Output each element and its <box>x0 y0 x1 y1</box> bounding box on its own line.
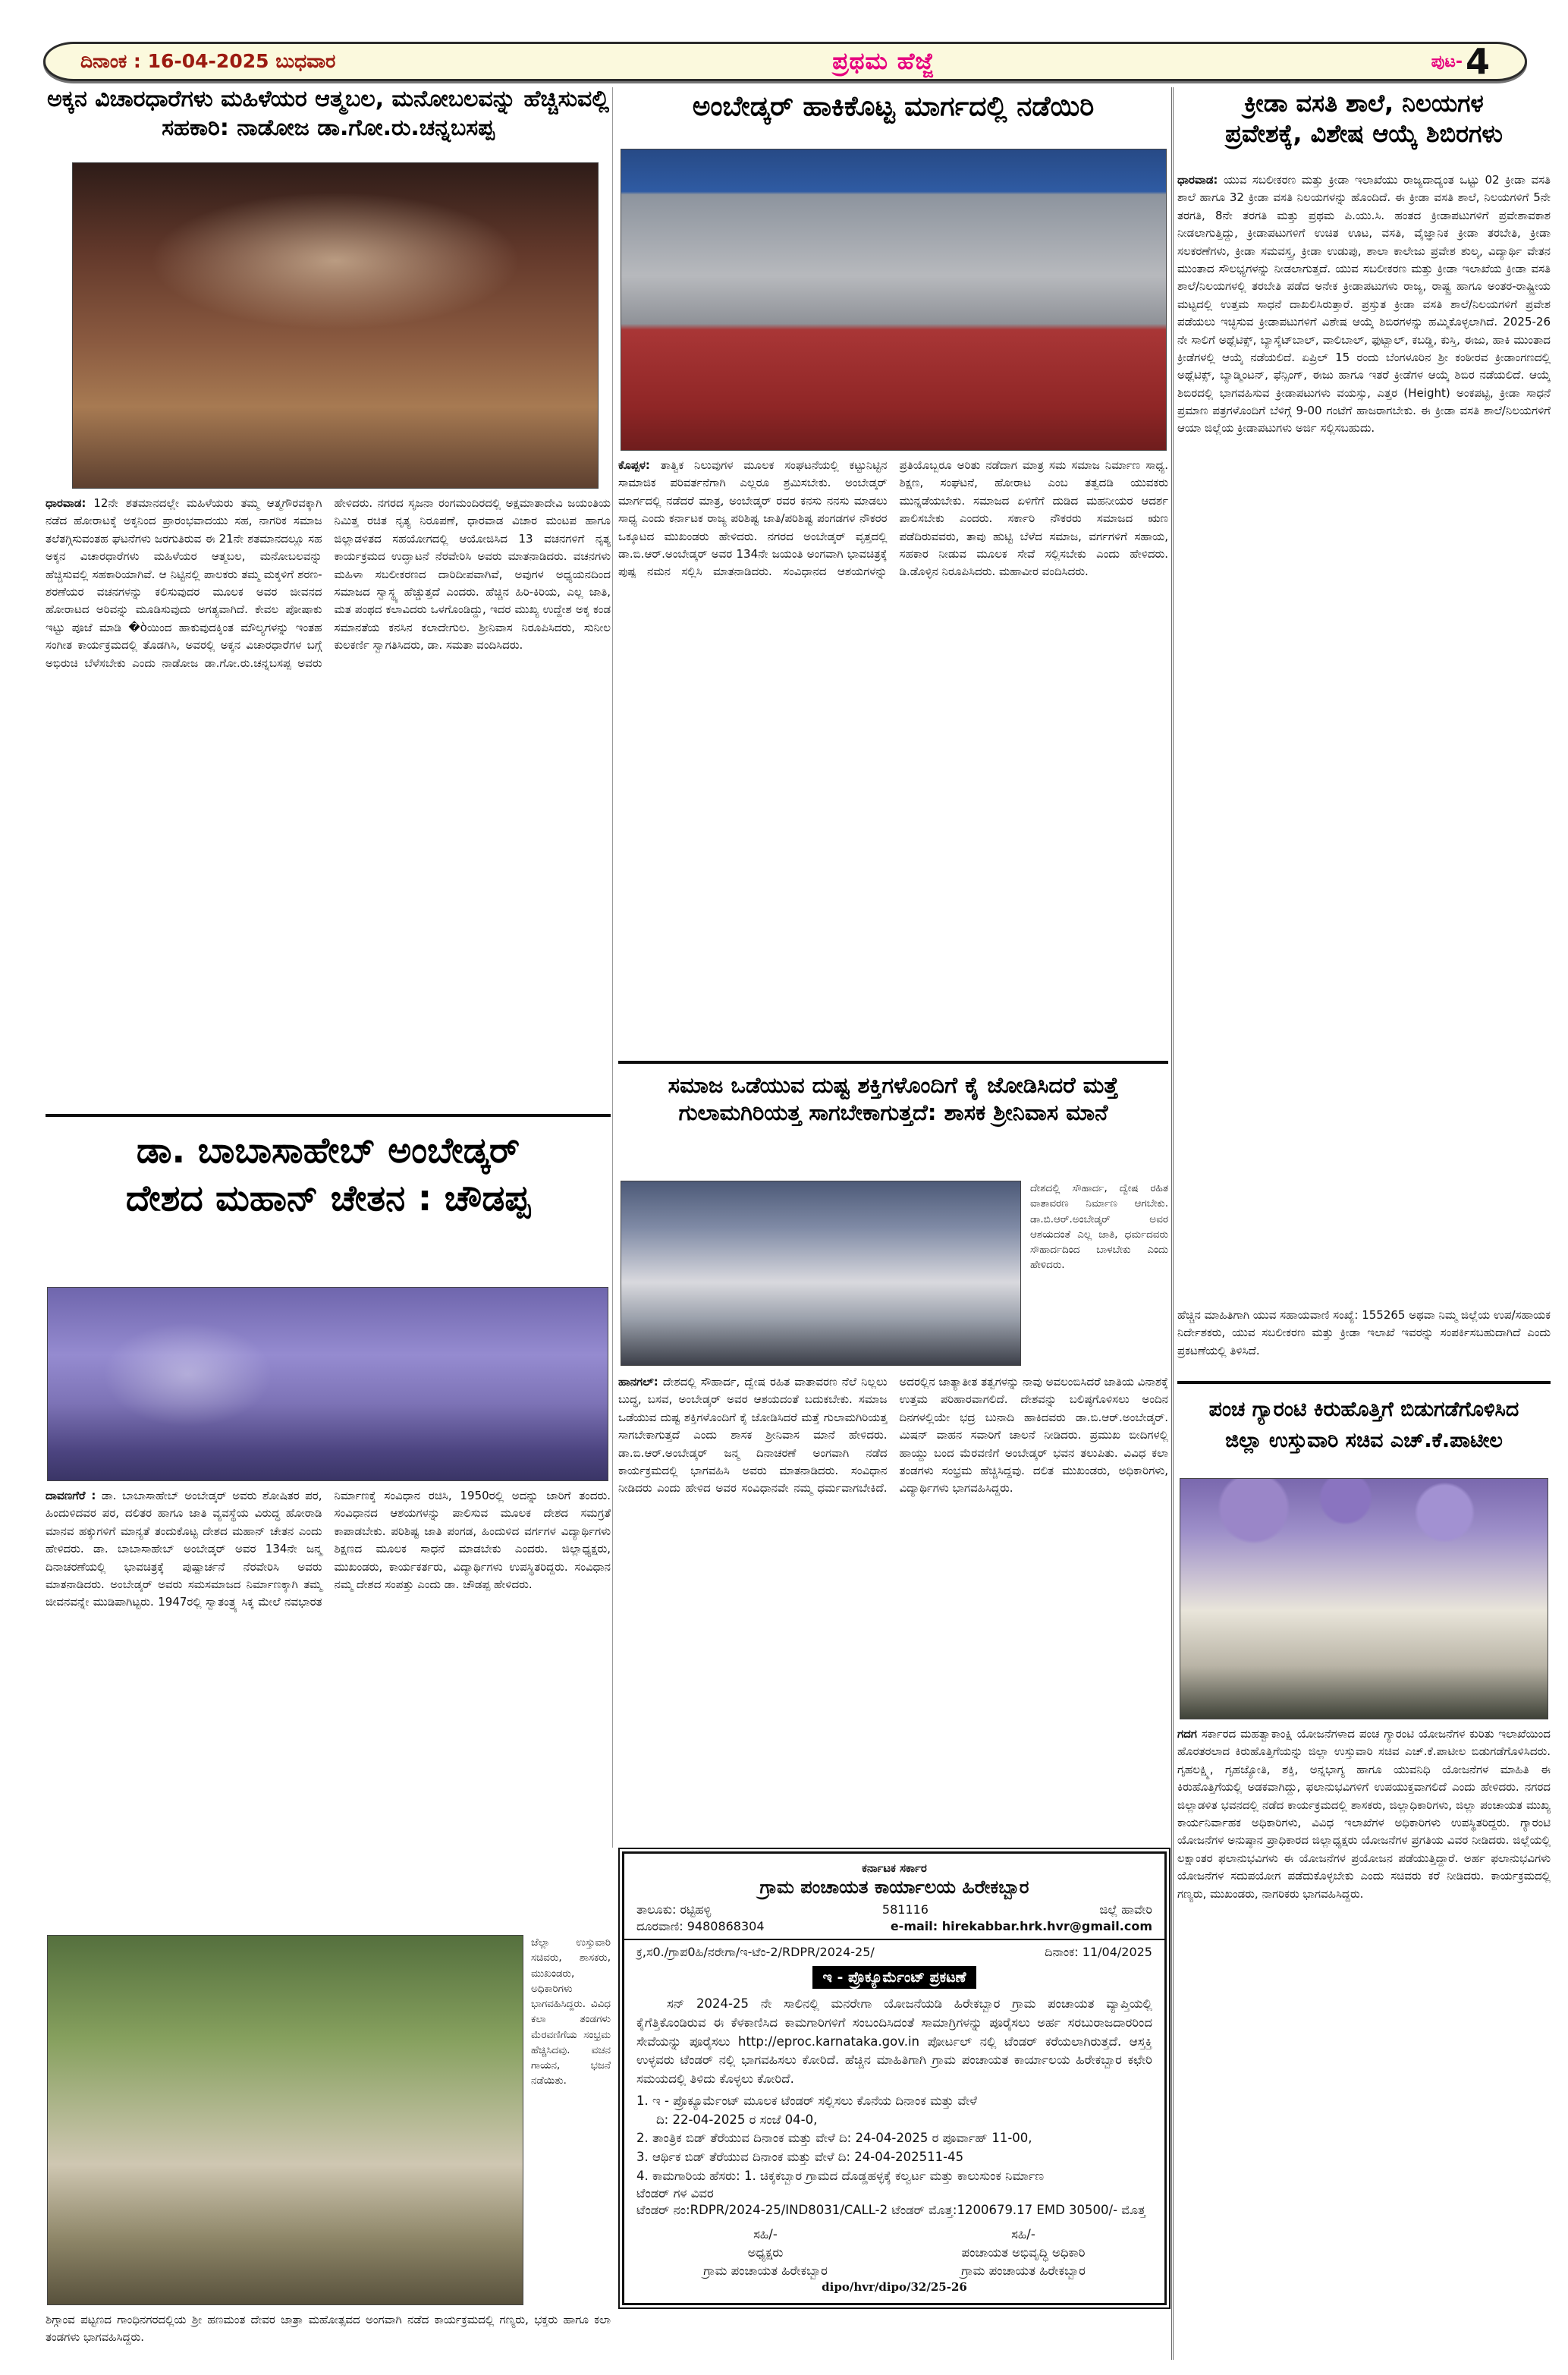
notice-item-1b: ದಿ: 22-04-2025 ರ ಸಂಜೆ 04-0, <box>656 2112 818 2127</box>
headline-akka: ಅಕ್ಕನ ವಿಚಾರಧಾರೆಗಳು ಮಹಿಳೆಯರ ಆತ್ಮಬಲ, ಮನೋಬಲವನ್ನು ಹೆಚ್ಚಿಸುವಲ್ಲಿ ಸಹಕಾರಿ: ನಾಡೋಜ ಡಾ.ಗೋ.ರು.ಚನ್ನಬಸಪ್ಪ <box>46 86 610 141</box>
headline-sports-line1: ಕ್ರೀಡಾ ವಸತಿ ಶಾಲೆ, ನಿಲಯಗಳ <box>1244 89 1484 118</box>
photo-shiggaon-event <box>47 1935 523 2305</box>
notice-phone: ದೂರವಾಣಿ: 9480868304 <box>636 1919 765 1933</box>
article-chetana-body <box>46 1487 611 1927</box>
sig-left-title: ಅಧ್ಯಕ್ಷರು <box>747 2245 784 2260</box>
article-akka-body <box>46 495 611 1111</box>
masthead <box>43 42 1527 81</box>
notice-taluk: ತಾಲೂಕು: ರಟ್ಟಿಹಳ್ಳಿ <box>636 1902 712 1917</box>
notice-tender-line: ಟೆಂಡರ್ ನಂ:RDPR/2024-25/IND8031/CALL-2 ಟೆಂಡರ್ ಮೊತ್ತ:1200679.17 EMD 30500/- ಮೊತ್ತ <box>636 2202 1146 2217</box>
notice-date: ದಿನಾಂಕ: 11/04/2025 <box>1045 1945 1152 1959</box>
page-label: ಪುಟ- <box>1431 52 1463 71</box>
headline-samaja <box>618 1071 1168 1172</box>
dateline-dharwad-sports: ಧಾರವಾಡ: <box>1177 173 1218 187</box>
article-sports-text: ಯುವ ಸಬಲೀಕರಣ ಮತ್ತು ಕ್ರೀಡಾ ಇಲಾಖೆಯು ರಾಜ್ಯದಾದ್ಯಂತ ಒಟ್ಟು 02 ಕ್ರೀಡಾ ವಸತಿ ಶಾಲೆ ಹಾಗೂ 32 ಕ್ರೀಡಾ ವಸತಿ ನಿಲಯಗಳನ್ನು ಹೊಂದಿದೆ. ಈ ಕ್ರೀಡಾ ವಸತಿ ಶಾಲೆ, ನಿಲಯಗಳಿಗೆ 5ನೇ ತರಗತಿ, 8ನೇ ತರಗತಿ ಮತ್ತು ಪ್ರಥಮ ಪಿ.ಯು.ಸಿ. ಹಂತದ ಕ್ರೀಡಾಪಟುಗಳಿಗೆ ಪ್ರವೇಶಾವಕಾಶ ನೀಡಲಾಗುತ್ತಿದ್ದು, ಕ್ರೀಡಾಪಟುಗಳಿಗೆ ಉಚಿತ ಊಟ, ವಸತಿ, ವೈಜ್ಞಾನಿಕ ಕ್ರೀಡಾ ತರಬೇತಿ, ಕ್ರೀಡಾ ಸಲಕರಣೆಗಳು, ಕ್ರೀಡಾ ಸಮವಸ್ತ್ರ, ಕ್ರೀಡಾ ಉಡುಪು, ಶಾಲಾ ಕಾಲೇಜು ಪ್ರವೇಶ ಶುಲ್ಕ, ವಿದ್ಯಾರ್ಥಿ ವೇತನ ಮುಂತಾದ ಸೌಲಭ್ಯಗಳನ್ನು ನೀಡಲಾಗುತ್ತದೆ. ಯುವ ಸಬಲೀಕರಣ ಮತ್ತು ಕ್ರೀಡಾ ಇಲಾಖೆಯ ಕ್ರೀಡಾ ವಸತಿ ಶಾಲೆ/ನಿಲಯಗಳಲ್ಲಿ ತರಬೇತಿ ಪಡೆದ ಅನೇಕ ಕ್ರೀಡಾಪಟುಗಳು ರಾಜ್ಯ, ರಾಷ್ಟ್ರ ಹಾಗೂ ಅಂತರ-ರಾಷ್ಟ್ರೀಯ ಮಟ್ಟದಲ್ಲಿ ಉತ್ತಮ ಸಾಧನೆ ದಾಖಲಿಸಿರುತ್ತಾರೆ. ಪ್ರಸ್ತುತ ಕ್ರೀಡಾ ವಸತಿ ಶಾಲೆ/ನಿಲಯಗಳಿಗೆ ಪ್ರವೇಶ ಪಡೆಯಲು ಇಚ್ಛಿಸುವ ಕ್ರೀಡಾಪಟುಗಳಿಗೆ ವಿಶೇಷ ಆಯ್ಕೆ ಶಿಬಿರಗಳನ್ನು ಹಮ್ಮಿಕೊಳ್ಳಲಾಗಿದೆ. 2025-26 ನೇ ಸಾಲಿಗೆ ಅಥ್ಲೆಟಿಕ್ಸ್, ಬ್ಯಾಸ್ಕೆಟ್‌ಬಾಲ್, ವಾಲಿಬಾಲ್, ಫುಟ್ಬಾಲ್, ಕಬಡ್ಡಿ, ಕುಸ್ತಿ, ಈಜು, ಹಾಕಿ ಮುಂತಾದ ಕ್ರೀಡೆಗಳಲ್ಲಿ ಆಯ್ಕೆ ನಡೆಯಲಿದೆ. ಏಪ್ರಿಲ್ 15 ರಂದು ಬೆಂಗಳೂರಿನ ಶ್ರೀ ಕಂಠೀರವ ಕ್ರೀಡಾಂಗಣದಲ್ಲಿ ಅಥ್ಲೆಟಿಕ್ಸ್, ಬ್ಯಾಡ್ಮಿಂಟನ್, ಫೆನ್ಸಿಂಗ್, ಈಜು ಹಾಗೂ ಇತರೆ ಕ್ರೀಡೆಗಳ ಆಯ್ಕೆ ಶಿಬಿರ ನಡೆಯಲಿದೆ. ಆಯ್ಕೆ ಶಿಬಿರದಲ್ಲಿ ಭಾಗವಹಿಸುವ ಕ್ರೀಡಾಪಟುಗಳು ವಯಸ್ಸು, ಎತ್ತರ (Height) ಅಂಕಪಟ್ಟಿ, ಕ್ರೀಡಾ ಸಾಧನೆ ಪ್ರಮಾಣ ಪತ್ರಗಳೊಂದಿಗೆ ಬೆಳಿಗ್ಗೆ 9-00 ಗಂಟೆಗೆ ಹಾಜರಾಗಬೇಕು. ಈ ಕ್ರೀಡಾ ವಸತಿ ಶಾಲೆ/ನಿಲಯಗಳಿಗೆ ಆಯಾ ಜಿಲ್ಲೆಯ ಕ್ರೀಡಾಪಟುಗಳು ಅರ್ಜಿ ಸಲ್ಲಿಸಬಹುದು. <box>1177 173 1551 436</box>
page-number: 4 <box>1465 41 1490 82</box>
sig-left-sahi: ಸಹಿ/- <box>753 2227 778 2242</box>
notice-band-title: ಇ - ಪ್ರೊಕ್ಯೂರ್ಮೆಂಟ್ ಪ್ರಕಟಣೆ <box>812 1966 977 1989</box>
notice-email: e-mail: hirekabbar.hrk.hvr@gmail.com <box>890 1919 1152 1933</box>
article-march-body <box>618 457 1168 1055</box>
tender-notice-box <box>622 1851 1167 2305</box>
dateline-gadag: ಗದಗ <box>1177 1727 1197 1741</box>
headline-guarantee-line2: ಜಿಲ್ಲಾ ಉಸ್ತುವಾರಿ ಸಚಿವ ಎಚ್.ಕೆ.ಪಾಟೀಲ <box>1225 1428 1503 1452</box>
notice-list <box>636 2092 1152 2186</box>
section-divider <box>1177 1381 1551 1384</box>
masthead-title: ಪ್ರಥಮ ಹೆಜ್ಜೆ <box>832 47 935 75</box>
notice-item-4: 4. ಕಾಮಗಾರಿಯ ಹೆಸರು: 1. ಚಿಕ್ಕಕಬ್ಬಾರ ಗ್ರಾಮದ ದೊಡ್ಡಹಳ್ಳಕ್ಕೆ ಕಲ್ವರ್ಟ ಮತ್ತು ಕಾಲುಸುಂಕ ನಿರ್ಮಾಣ <box>636 2168 1045 2183</box>
article-samaja-text: ದೇಶದಲ್ಲಿ ಸೌಹಾರ್ದ, ದ್ವೇಷ ರಹಿತ ವಾತಾವರಣ ನೆಲೆ ನಿಲ್ಲಲು ಬುದ್ಧ, ಬಸವ, ಅಂಬೇಡ್ಕರ್ ಅವರ ಆಶಯದಂತೆ ಬದುಕಬೇಕು. ಸಮಾಜ ಒಡೆಯುವ ದುಷ್ಟ ಶಕ್ತಿಗಳೊಂದಿಗೆ ಕೈ ಜೋಡಿಸಿದರೆ ಮತ್ತೆ ಗುಲಾಮಗಿರಿಯತ್ತ ಸಾಗಬೇಕಾಗುತ್ತದೆ ಎಂದು ಶಾಸಕ ಶ್ರೀನಿವಾಸ ಮಾನೆ ಹೇಳಿದರು. ಡಾ.ಬಿ.ಆರ್.ಅಂಬೇಡ್ಕರ್ ಜನ್ಮ ದಿನಾಚರಣೆ ಅಂಗವಾಗಿ ನಡೆದ ಕಾರ್ಯಕ್ರಮದಲ್ಲಿ ಭಾಗವಹಿಸಿ ಅವರು ಮಾತನಾಡಿದರು. ಸಂವಿಧಾನ ನೀಡಿದರು ಎಂದು ಹೇಳಿದ ಅವರ ಸಂವಿಧಾನವೇ ನಮ್ಮ ಧರ್ಮವಾಗಬೇಕಿದೆ. ಅದರಲ್ಲಿನ ಜಾತ್ಯಾತೀತ ತತ್ವಗಳನ್ನು ನಾವು ಅವಲಂಬಿಸಿದರೆ ಜಾತಿಯ ವಿನಾಶಕ್ಕೆ ಉತ್ತಮ ಪರಿಹಾರವಾಗಲಿದೆ. ದೇಶವನ್ನು ಬಲಿಷ್ಠಗೊಳಿಸಲು ಅಂದಿನ ದಿನಗಳಲ್ಲಿಯೇ ಭದ್ರ ಬುನಾದಿ ಹಾಕಿದವರು ಡಾ.ಬಿ.ಆರ್.ಅಂಬೇಡ್ಕರ್. ಮಿಷನ್ ವಾಹನ ಸವಾರಿಗೆ ಚಾಲನೆ ನೀಡಿದರು. ಪ್ರಮುಖ ಬೀದಿಗಳಲ್ಲಿ ಹಾಯ್ದು ಬಂದ ಮೆರವಣಿಗೆ ಅಂಬೇಡ್ಕರ್ ಭವನ ತಲುಪಿತು. ವಿವಿಧ ಕಲಾ ತಂಡಗಳು ಸಂಭ್ರಮ ಹೆಚ್ಚಿಸಿದ್ದವು. ದಲಿತ ಮುಖಂಡರು, ಅಧಿಕಾರಿಗಳು, ವಿದ್ಯಾರ್ಥಿಗಳು ಭಾಗವಹಿಸಿದ್ದರು. <box>618 1375 1168 1496</box>
notice-government: ಕರ್ನಾಟಕ ಸರ್ಕಾರ <box>862 1861 927 1875</box>
notice-divider <box>624 1939 1164 1940</box>
masthead-page <box>1431 41 1490 82</box>
column-rule-right <box>1171 87 1174 2360</box>
section-divider <box>618 1061 1168 1064</box>
headline-samaja-line2: ಗುಲಾಮಗಿರಿಯತ್ತ ಸಾಗಬೇಕಾಗುತ್ತದೆ: ಶಾಸಕ ಶ್ರೀನಿವಾಸ ಮಾನೆ <box>678 1099 1108 1126</box>
notice-signature-left <box>703 2226 828 2280</box>
photo-march-stage-event <box>621 149 1167 451</box>
headline-sports-line2: ಪ್ರವೇಶಕ್ಕೆ, ವಿಶೇಷ ಆಯ್ಕೆ ಶಿಬಿರಗಳು <box>1225 119 1503 148</box>
notice-tender-detail-label: ಟೆಂಡರ್ ಗಳ ವಿವರ <box>636 2185 714 2200</box>
article-march-text: ತಾತ್ವಿಕ ನಿಲುವುಗಳ ಮೂಲಕ ಸಂಘಟನೆಯಲ್ಲಿ ಕಟ್ಟುನಿಟ್ಟಿನ ಸಾಮಾಜಿಕ ಪರಿವರ್ತನೆಗಾಗಿ ಎಲ್ಲರೂ ಶ್ರಮಿಸಬೇಕು. ಅಂಬೇಡ್ಕರ್ ಮಾರ್ಗದಲ್ಲಿ ನಡೆದರೆ ಮಾತ್ರ, ಅಂಬೇಡ್ಕರ್ ರವರ ಕನಸು ನನಸು ಮಾಡಲು ಸಾಧ್ಯ ಎಂದು ಕರ್ನಾಟಕ ರಾಜ್ಯ ಪರಿಶಿಷ್ಟ ಜಾತಿ/ಪರಿಶಿಷ್ಟ ಪಂಗಡಗಳ ನೌಕರರ ಒಕ್ಕೂಟದ ಮುಖಂಡರು ಹೇಳಿದರು. ನಗರದ ಅಂಬೇಡ್ಕರ್ ವೃತ್ತದಲ್ಲಿ ಡಾ.ಬಿ.ಆರ್.ಅಂಬೇಡ್ಕರ್ ಅವರ 134ನೇ ಜಯಂತಿ ಅಂಗವಾಗಿ ಭಾವಚಿತ್ರಕ್ಕೆ ಪುಷ್ಪ ನಮನ ಸಲ್ಲಿಸಿ ಮಾತನಾಡಿದರು. ಸಂವಿಧಾನದ ಆಶಯಗಳನ್ನು ಪ್ರತಿಯೊಬ್ಬರೂ ಅರಿತು ನಡೆದಾಗ ಮಾತ್ರ ಸಮ ಸಮಾಜ ನಿರ್ಮಾಣ ಸಾಧ್ಯ. ಶಿಕ್ಷಣ, ಸಂಘಟನೆ, ಹೋರಾಟ ಎಂಬ ತತ್ವದಡಿ ಯುವಕರು ಮುನ್ನಡೆಯಬೇಕು. ಸಮಾಜದ ಏಳಿಗೆಗೆ ದುಡಿದ ಮಹನೀಯರ ಆದರ್ಶ ಪಾಲಿಸಬೇಕು ಎಂದರು. ಸರ್ಕಾರಿ ನೌಕರರು ಸಮಾಜದ ಋಣ ಪಡೆದಿರುವವರು, ತಾವು ಹುಟ್ಟಿ ಬೆಳೆದ ಸಮಾಜ, ವರ್ಗಗಳಿಗೆ ಸಹಾಯ, ಸಹಕಾರ ನೀಡುವ ಮೂಲಕ ಸೇವೆ ಸಲ್ಲಿಸಬೇಕು ಎಂದು ಹೇಳಿದರು. ಡಿ.ಡೊಳ್ಳಿನ ನಿರೂಪಿಸಿದರು. ಮಹಾವೀರ ವಂದಿಸಿದರು. <box>618 458 1168 579</box>
notice-item-1: 1. ಇ - ಪ್ರೊಕ್ಯೂರ್ಮೆಂಟ್ ಮೂಲಕ ಟೆಂಡರ್ ಸಲ್ಲಿಸಲು ಕೊನೆಯ ದಿನಾಂಕ ಮತ್ತು ವೇಳೆ <box>636 2093 977 2108</box>
article-samaja-side-col: ದೇಶದಲ್ಲಿ ಸೌಹಾರ್ದ, ದ್ವೇಷ ರಹಿತ ವಾತಾವರಣ ನಿರ್ಮಾಣ ಆಗಬೇಕು. ಡಾ.ಬಿ.ಆರ್.ಅಂಬೇಡ್ಕರ್ ಅವರ ಆಶಯದಂತೆ ಎಲ್ಲ ಜಾತಿ, ಧರ್ಮದವರು ಸೌಹಾರ್ದದಿಂದ ಬಾಳಬೇಕು ಎಂದು ಹೇಳಿದರು. <box>1030 1182 1168 1272</box>
article-chetana-text: ಡಾ. ಬಾಬಾಸಾಹೇಬ್ ಅಂಬೇಡ್ಕರ್ ಅವರು ಶೋಷಿತರ ಪರ, ಹಿಂದುಳಿದವರ ಪರ, ದಲಿತರ ಹಾಗೂ ಜಾತಿ ವ್ಯವಸ್ಥೆಯ ವಿರುದ್ಧ ಹೋರಾಡಿ ಮಾನವ ಹಕ್ಕುಗಳಿಗೆ ಮಾನ್ಯತೆ ತಂದುಕೊಟ್ಟ ದೇಶದ ಮಹಾನ್ ಚೇತನ ಎಂದು ಹೇಳಿದರು. ಡಾ. ಬಾಬಾಸಾಹೇಬ್ ಅಂಬೇಡ್ಕರ್ ಅವರ 134ನೇ ಜನ್ಮ ದಿನಾಚರಣೆಯಲ್ಲಿ ಭಾವಚಿತ್ರಕ್ಕೆ ಪುಷ್ಪಾರ್ಚನೆ ನೆರವೇರಿಸಿ ಅವರು ಮಾತನಾಡಿದರು. ಅಂಬೇಡ್ಕರ್ ಅವರು ಸಮಸಮಾಜದ ನಿರ್ಮಾಣಕ್ಕಾಗಿ ತಮ್ಮ ಜೀವನವನ್ನೇ ಮುಡಿಪಾಗಿಟ್ಟರು. 1947ರಲ್ಲಿ ಸ್ವಾತಂತ್ರ್ಯ ಸಿಕ್ಕ ಮೇಲೆ ನವಭಾರತ ನಿರ್ಮಾಣಕ್ಕೆ ಸಂವಿಧಾನ ರಚಿಸಿ, 1950ರಲ್ಲಿ ಅದನ್ನು ಜಾರಿಗೆ ತಂದರು. ಸಂವಿಧಾನದ ಆಶಯಗಳನ್ನು ಪಾಲಿಸುವ ಮೂಲಕ ದೇಶದ ಸಮಗ್ರತೆ ಕಾಪಾಡಬೇಕು. ಪರಿಶಿಷ್ಟ ಜಾತಿ ಪಂಗಡ, ಹಿಂದುಳಿದ ವರ್ಗಗಳ ವಿದ್ಯಾರ್ಥಿಗಳು ಶಿಕ್ಷಣದ ಮೂಲಕ ಸಾಧನೆ ಮಾಡಬೇಕು ಎಂದರು. ಜಿಲ್ಲಾಧ್ಯಕ್ಷರು, ಮುಖಂಡರು, ಕಾರ್ಯಕರ್ತರು, ವಿದ್ಯಾರ್ಥಿಗಳು ಉಪಸ್ಥಿತರಿದ್ದರು. ಸಂವಿಧಾನ ನಮ್ಮ ದೇಶದ ಸಂಪತ್ತು ಎಂದು ಡಾ. ಚೌಡಪ್ಪ ಹೇಳಿದರು. <box>46 1489 611 1609</box>
column-rule-left <box>612 87 613 1848</box>
article-sports-helpline: ಹೆಚ್ಚಿನ ಮಾಹಿತಿಗಾಗಿ ಯುವ ಸಹಾಯವಾಣಿ ಸಂಖ್ಯೆ: 155265 ಅಥವಾ ನಿಮ್ಮ ಜಿಲ್ಲೆಯ ಉಪ/ಸಹಾಯಕ ನಿರ್ದೇಶಕರು, ಯುವ ಸಬಲೀಕರಣ ಮತ್ತು ಕ್ರೀಡಾ ಇಲಾಖೆ ಇವರನ್ನು ಸಂಪರ್ಕಿಸಬಹುದಾಗಿದೆ ಎಂದು ಪ್ರಕಟಣೆಯಲ್ಲಿ ತಿಳಿಸಿದೆ. <box>1177 1308 1551 1357</box>
article-sports-body <box>1177 171 1551 1304</box>
dateline-hanagal: ಹಾನಗಲ್: <box>618 1375 658 1389</box>
headline-chetana-line1: ಡಾ. ಬಾಬಾಸಾಹೇಬ್ ಅಂಬೇಡ್ಕರ್ <box>136 1130 520 1172</box>
notice-dipo-ref: dipo/hvr/dipo/32/25-26 <box>822 2280 967 2295</box>
sig-right-title: ಪಂಚಾಯತ ಅಭಿವೃದ್ಧಿ ಅಧಿಕಾರಿ <box>961 2245 1086 2260</box>
headline-guarantee <box>1177 1395 1551 1471</box>
sig-left-office: ಗ್ರಾಮ ಪಂಚಾಯತ ಹಿರೇಕಬ್ಬಾರ <box>703 2263 828 2279</box>
sig-right-office: ಗ್ರಾಮ ಪಂಚಾಯತ ಹಿರೇಕಬ್ಬಾರ <box>961 2263 1086 2279</box>
notice-ref-no: ಕ್ರ,ಸ0./ಗ್ರಾಪ0ಹಿ/ನರೇಗಾ/ಇ-ಟೆಂ-2/RDPR/2024-25/ <box>636 1945 875 1959</box>
headline-chetana-line2: ದೇಶದ ಮಹಾನ್ ಚೇತನ : ಚೌಡಪ್ಪ <box>125 1178 531 1220</box>
article-chetana-narrow-col: ಜೆಲ್ಲಾ ಉಸ್ತುವಾರಿ ಸಚಿವರು, ಶಾಸಕರು, ಮುಖಂಡರು, ಅಧಿಕಾರಿಗಳು ಭಾಗವಹಿಸಿದ್ದರು. ವಿವಿಧ ಕಲಾ ತಂಡಗಳು ಮೆರವಣಿಗೆಯ ಸಂಭ್ರಮ ಹೆಚ್ಚಿಸಿದವು. ವಚನ ಗಾಯನ, ಭಜನೆ ನಡೆಯಿತು. <box>531 1936 611 2087</box>
photo-chetana-group <box>47 1287 608 1481</box>
dateline-dharwad: ಧಾರವಾಡ: <box>46 496 86 510</box>
section-divider <box>46 1114 611 1117</box>
notice-district: ಜಿಲ್ಲೆ ಹಾವೇರಿ <box>1099 1902 1152 1917</box>
caption-shiggaon: ಶಿಗ್ಗಾಂವ ಪಟ್ಟಣದ ಗಾಂಧಿನಗರದಲ್ಲಿಯ ಶ್ರೀ ಹಣಮಂತ ದೇವರ ಜಾತ್ರಾ ಮಹೋತ್ಸವದ ಅಂಗವಾಗಿ ನಡೆದ ಕಾರ್ಯಕ್ರಮದಲ್ಲಿ ಗಣ್ಯರು, ಭಕ್ತರು ಹಾಗೂ ಕಲಾ ತಂಡಗಳು ಭಾಗವಹಿಸಿದ್ದರು. <box>46 2313 611 2344</box>
headline-samaja-line1: ಸಮಾಜ ಒಡೆಯುವ ದುಷ್ಟ ಶಕ್ತಿಗಳೊಂದಿಗೆ ಕೈ ಜೋಡಿಸಿದರೆ ಮತ್ತೆ <box>668 1072 1119 1098</box>
notice-pincode: 581116 <box>881 1902 929 1917</box>
notice-signature-right <box>961 2226 1086 2280</box>
notice-item-3: 3. ಆರ್ಥಿಕ ಬಿಡ್ ತೆರೆಯುವ ದಿನಾಂಕ ಮತ್ತು ವೇಳೆ ದಿ: 24-04-202511-45 <box>636 2150 964 2164</box>
dateline-davangere: ದಾವಣಗೆರೆ : <box>46 1489 96 1502</box>
photo-samaja-group <box>621 1181 1021 1366</box>
notice-paragraph: ಸನ್ 2024-25 ನೇ ಸಾಲಿನಲ್ಲಿ ಮನರೇಗಾ ಯೋಜನೆಯಡಿ ಹಿರೇಕಬ್ಬಾರ ಗ್ರಾಮ ಪಂಚಾಯತ ವ್ಯಾಪ್ತಿಯಲ್ಲಿ ಕೈಗೆತ್ತಿಕೊಂಡಿರುವ ಈ ಕೆಳಕಾಣಿಸಿದ ಕಾಮಗಾರಿಗಳಿಗೆ ಸಂಬಂದಿಸಿದಂತೆ ಸಾಮಾಗ್ರಿಗಳನ್ನು ಪೂರೈಸಲು ಅರ್ಹ ಸರಬುರಾಜದಾರರಿಂದ ಸೇವೆಯನ್ನು ಪೂರೈಸಲು http://eproc.karnataka.gov.in ಪೋರ್ಟಲ್ ನಲ್ಲಿ ಟೆಂಡರ್ ಕರೆಯಲಾಗಿರುತ್ತದೆ. ಆಸ್ತಕ್ತಿ ಉಳ್ಳವರು ಟೆಂಡರ್ ನಲ್ಲಿ ಭಾಗವಹಿಸಲು ಕೋರಿದೆ. ಹೆಚ್ಚಿನ ಮಾಹಿತಿಗಾಗಿ ಗ್ರಾಮ ಪಂಚಾಯತ ಕಾರ್ಯಾಲಯ ಹಿರೇಕಬ್ಬಾರ ಕಛೇರಿ ಸಮಯದಲ್ಲಿ ತಿಳಿದು ಕೊಳ್ಳಲು ಕೋರಿದೆ. <box>636 1996 1152 2086</box>
article-samaja-body <box>618 1373 1168 1842</box>
photo-akka-stage-event <box>72 162 599 489</box>
sig-right-sahi: ಸಹಿ/- <box>1011 2227 1035 2242</box>
photo-guarantee-release <box>1180 1478 1548 1719</box>
masthead-date: ದಿನಾಂಕ : 16-04-2025 ಬುಧವಾರ <box>80 50 336 72</box>
article-akka-text: 12ನೇ ಶತಮಾನದಲ್ಲೇ ಮಹಿಳೆಯರು ತಮ್ಮ ಆತ್ಮಗೌರವಕ್ಕಾಗಿ ನಡೆದ ಹೋರಾಟಕ್ಕೆ ಅಕ್ಕನಿಂದ ಪ್ರಾರಂಭವಾದಯು ಸಹ, ನಾಗರಿಕ ಸಮಾಜ ತಲೆತಗ್ಗಿಸುವಂತಹ ಘಟನೆಗಳು ಜರಗುತಿರುವ ಈ 21ನೇ ಶತಮಾನದಲ್ಲೂ ಸಹ ಅಕ್ಕನ ವಿಚಾರಧಾರೆಗಳು ಮಹಿಳೆಯರ ಆತ್ಮಬಲ, ಮನೋಬಲವನ್ನು ಹೆಚ್ಚಿಸುವಲ್ಲಿ ಸಹಕಾರಿಯಾಗಿವೆ. ಆ ನಿಟ್ಟಿನಲ್ಲಿ ಪಾಲಕರು ತಮ್ಮ ಮಕ್ಕಳಿಗೆ ಶರಣ-ಶರಣೆಯರ ವಚನಗಳನ್ನು ಕಲಿಸುವುದರ ಮೂಲಕ ಅವರ ಜೀವನದ ಹೋರಾಟದ ಅರಿವನ್ನು ಮೂಡಿಸುವುದು ಅಗತ್ಯವಾಗಿದೆ. ಕೇವಲ ಪೋಷಾಕು ಇಟ್ಟು ಪೂಜೆ ಮಾಡಿ �òಯಿಂದ ಹಾಕುವುದಕ್ಕಿಂತ ಮೌಲ್ಯಗಳನ್ನು ಇಂತಹ ಸಂಗೀತ ಕಾರ್ಯಕ್ರಮದಲ್ಲಿ ತೊಡಗಿಸಿ, ಅವರಲ್ಲಿ ಅಕ್ಕನ ವಿಚಾರಧಾರೆಗಳ ಬಗ್ಗೆ ಅಭಿರುಚಿ ಬೆಳೆಸಬೇಕು ಎಂದು ನಾಡೋಜ ಡಾ.ಗೋ.ರು.ಚನ್ನಬಸಪ್ಪ ಅವರು ಹೇಳಿದರು. ನಗರದ ಸೃಜನಾ ರಂಗಮಂದಿರದಲ್ಲಿ ಅಕ್ಷಮಾತಾದೇವಿ ಜಯಂತಿಯ ನಿಮಿತ್ತ ರಚಿತ ನೃತ್ಯ ನಿರೂಪಣೆ, ಧಾರವಾಡ ವಿಚಾರ ಮಂಟಪ ಹಾಗೂ ಜಿಲ್ಲಾಡಳಿತದ ಸಹಯೋಗದಲ್ಲಿ ಆಯೋಜಿಸಿದ 13 ವಚನಗಳಿಗೆ ನೃತ್ಯ ಕಾರ್ಯಕ್ರಮದ ಉದ್ಘಾಟನೆ ನೆರವೇರಿಸಿ ಅವರು ಮಾತನಾಡಿದರು. ವಚನಗಳು ಮಹಿಳಾ ಸಬಲೀಕರಣದ ದಾರಿದೀಪವಾಗಿವೆ, ಅವುಗಳ ಅಧ್ಯಯನದಿಂದ ಸಮಾಜದ ಸ್ವಾಸ್ಥ್ಯ ಹೆಚ್ಚುತ್ತದೆ ಎಂದರು. ಹೆಚ್ಚಿನ ಹಿರಿ-ಕಿರಿಯ, ಎಲ್ಲ ಜಾತಿ, ಮತ ಪಂಥದ ಕಲಾವಿದರು ಒಳಗೊಂಡಿದ್ದು, ಇದರ ಮುಖ್ಯ ಉದ್ದೇಶ ಅಕ್ಕ ಕಂಡ ಸಮಾನತೆಯ ಕನಸಿನ ಕಲಾದೇಗುಲ. ಶ್ರೀನಿವಾಸ ನಿರೂಪಿಸಿದರು, ಸುನೀಲ ಕುಲಕರ್ಣಿ ಸ್ವಾಗತಿಸಿದರು, ಡಾ. ಸಮತಾ ವಂದಿಸಿದರು. <box>46 496 611 670</box>
headline-sports <box>1177 88 1551 164</box>
article-guarantee-text: ಸರ್ಕಾರದ ಮಹತ್ವಾಕಾಂಕ್ಷಿ ಯೋಜನೆಗಳಾದ ಪಂಚ ಗ್ಯಾರಂಟಿ ಯೋಜನೆಗಳ ಕುರಿತು ಇಲಾಖೆಯಿಂದ ಹೊರತರಲಾದ ಕಿರುಹೊತ್ತಿಗೆಯನ್ನು ಜಿಲ್ಲಾ ಉಸ್ತುವಾರಿ ಸಚಿವ ಎಚ್.ಕೆ.ಪಾಟೀಲ ಬಿಡುಗಡೆಗೊಳಿಸಿದರು. ಗೃಹಲಕ್ಷ್ಮಿ, ಗೃಹಜ್ಯೋತಿ, ಶಕ್ತಿ, ಅನ್ನಭಾಗ್ಯ ಹಾಗೂ ಯುವನಿಧಿ ಯೋಜನೆಗಳ ಮಾಹಿತಿ ಈ ಕಿರುಹೊತ್ತಿಗೆಯಲ್ಲಿ ಅಡಕವಾಗಿದ್ದು, ಫಲಾನುಭವಿಗಳಿಗೆ ಉಪಯುಕ್ತವಾಗಲಿದೆ ಎಂದು ಹೇಳಿದರು. ನಗರದ ಜಿಲ್ಲಾಡಳಿತ ಭವನದಲ್ಲಿ ನಡೆದ ಕಾರ್ಯಕ್ರಮದಲ್ಲಿ ಶಾಸಕರು, ಜಿಲ್ಲಾಧಿಕಾರಿಗಳು, ಜಿಲ್ಲಾ ಪಂಚಾಯತ ಮುಖ್ಯ ಕಾರ್ಯನಿರ್ವಾಹಕ ಅಧಿಕಾರಿಗಳು, ವಿವಿಧ ಇಲಾಖೆಗಳ ಅಧಿಕಾರಿಗಳು ಉಪಸ್ಥಿತರಿದ್ದರು. ಗ್ಯಾರಂಟಿ ಯೋಜನೆಗಳ ಅನುಷ್ಠಾನ ಪ್ರಾಧಿಕಾರದ ಜಿಲ್ಲಾಧ್ಯಕ್ಷರು ಯೋಜನೆಗಳ ಪ್ರಗತಿಯ ವಿವರ ನೀಡಿದರು. ಜಿಲ್ಲೆಯಲ್ಲಿ ಲಕ್ಷಾಂತರ ಫಲಾನುಭವಿಗಳು ಈ ಯೋಜನೆಗಳ ಪ್ರಯೋಜನ ಪಡೆಯುತ್ತಿದ್ದಾರೆ. ಅರ್ಹ ಫಲಾನುಭವಿಗಳು ಯೋಜನೆಗಳ ಸದುಪಯೋಗ ಪಡೆದುಕೊಳ್ಳಬೇಕು ಎಂದು ಸಚಿವರು ಕರೆ ನೀಡಿದರು. ಕಾರ್ಯಕ್ರಮದಲ್ಲಿ ಗಣ್ಯರು, ಮುಖಂಡರು, ನಾಗರಿಕರು ಭಾಗವಹಿಸಿದ್ದರು. <box>1177 1727 1551 1901</box>
article-guarantee-body <box>1177 1725 1551 2360</box>
headline-chetana <box>46 1127 611 1279</box>
headline-guarantee-line1: ಪಂಚ ಗ್ಯಾರಂಟಿ ಕಿರುಹೊತ್ತಿಗೆ ಬಿಡುಗಡೆಗೊಳಿಸಿದ <box>1208 1398 1519 1421</box>
dateline-koppal: ಕೊಪ್ಪಳ: <box>618 458 650 472</box>
notice-item-2: 2. ತಾಂತ್ರಿಕ ಬಿಡ್ ತೆರೆಯುವ ದಿನಾಂಕ ಮತ್ತು ವೇಳೆ ದಿ: 24-04-2025 ರ ಪೂರ್ವಾಹ್ 11-00, <box>636 2131 1032 2146</box>
headline-march: ಅಂಬೇಡ್ಕರ್ ಹಾಕಿಕೊಟ್ಟ ಮಾರ್ಗದಲ್ಲಿ ನಡೆಯಿರಿ <box>692 91 1095 122</box>
notice-office-name: ಗ್ರಾಮ ಪಂಚಾಯತ ಕಾರ್ಯಾಲಯ ಹಿರೇಕಬ್ಬಾರ <box>759 1876 1029 1898</box>
